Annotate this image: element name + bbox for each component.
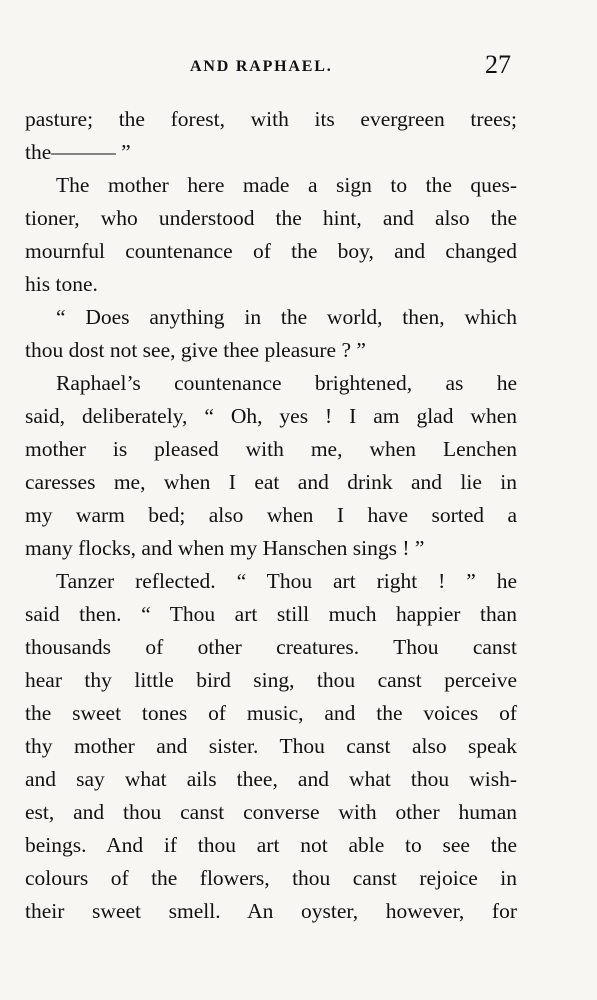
- text-line: thy mother and sister. Thou canst also speak: [25, 734, 517, 758]
- text-line: tioner, who understood the hint, and also the: [25, 206, 517, 230]
- text-line: beings. And if thou art not able to see the: [25, 833, 517, 857]
- text-line: caresses me, when I eat and drink and lie in: [25, 470, 517, 494]
- text-line: my warm bed; also when I have sorted a: [25, 503, 517, 527]
- running-title: AND RAPHAEL.: [190, 58, 333, 75]
- text-line: est, and thou canst converse with other human: [25, 800, 517, 824]
- text-line: pasture; the forest, with its evergreen trees;: [25, 107, 517, 131]
- text-line: and say what ails thee, and what thou wish-: [25, 767, 517, 791]
- text-line: said then. “ Thou art still much happier than: [25, 602, 517, 626]
- page-body: [25, 103, 517, 928]
- text-line: the——— ”: [25, 140, 131, 164]
- text-line: mournful countenance of the boy, and changed: [25, 239, 517, 263]
- text-line: his tone.: [25, 272, 98, 296]
- text-line: said, deliberately, “ Oh, yes ! I am glad when: [25, 404, 517, 428]
- text-line: “ Does anything in the world, then, which: [56, 305, 517, 329]
- text-line: Tanzer reflected. “ Thou art right ! ” he: [56, 569, 517, 593]
- text-line: thou dost not see, give thee pleasure ? ”: [25, 338, 366, 362]
- text-line: thousands of other creatures. Thou canst: [25, 635, 517, 659]
- text-line: Raphael’s countenance brightened, as he: [56, 371, 517, 395]
- page-number: 27: [485, 50, 511, 79]
- text-line: the sweet tones of music, and the voices of: [25, 701, 517, 725]
- running-header: [0, 50, 597, 90]
- text-line: mother is pleased with me, when Lenchen: [25, 437, 517, 461]
- text-line: many flocks, and when my Hanschen sings ! ”: [25, 536, 425, 560]
- text-line: hear thy little bird sing, thou canst perceive: [25, 668, 517, 692]
- text-line: their sweet smell. An oyster, however, for: [25, 899, 517, 923]
- text-line: colours of the flowers, thou canst rejoice in: [25, 866, 517, 890]
- text-line: The mother here made a sign to the ques-: [56, 173, 517, 197]
